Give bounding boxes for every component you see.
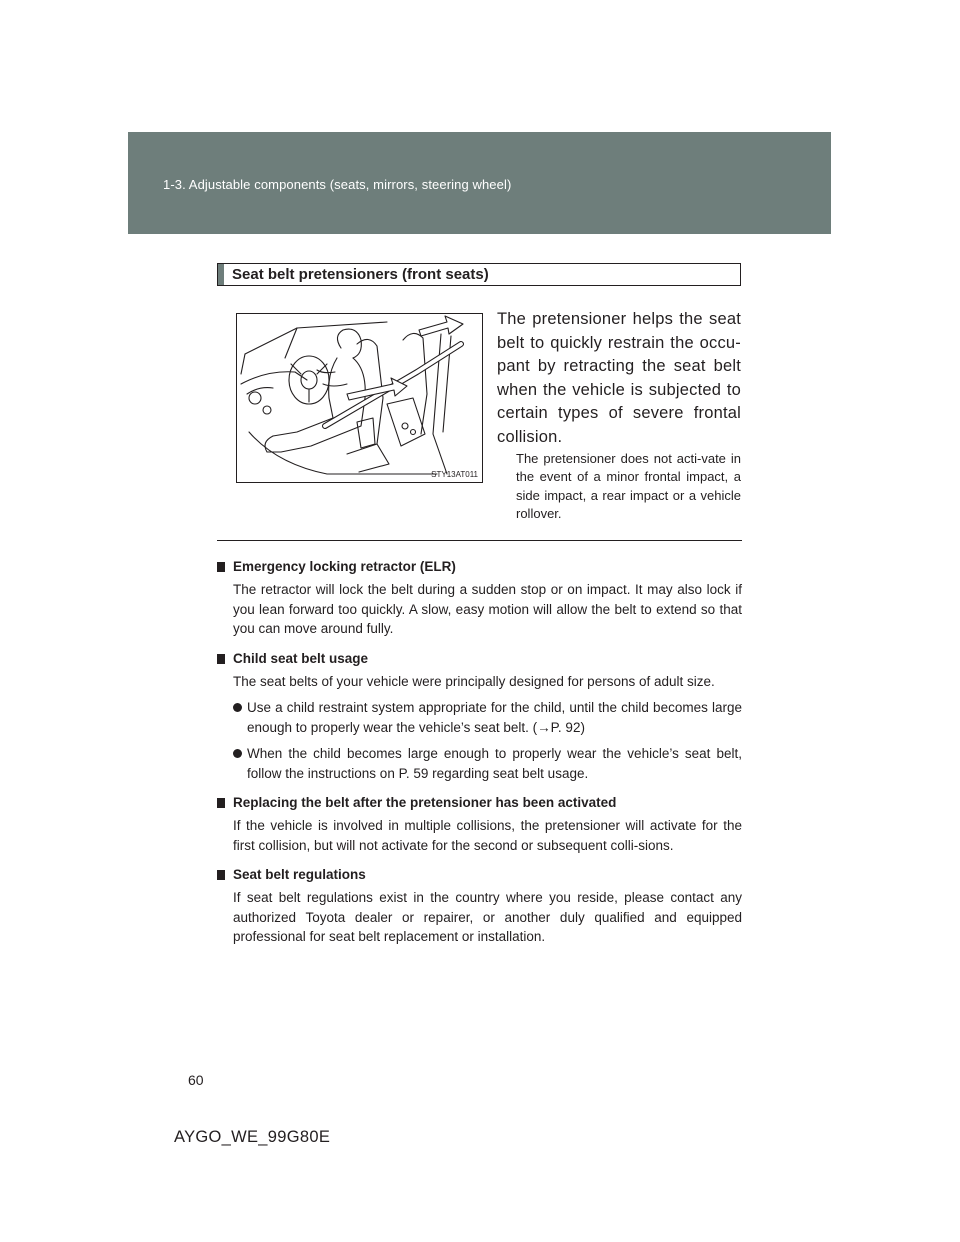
info-items bbox=[217, 557, 742, 947]
bullet-item: Use a child restraint system appropriate for the child, until the child becomes large enough to properly wear the vehicle’s seat belt. (→P. 92) bbox=[233, 698, 742, 737]
figure-code: STY13AT011 bbox=[431, 470, 478, 479]
document-code: AYGO_WE_99G80E bbox=[174, 1128, 331, 1146]
item-heading: Replacing the belt after the pretensioner has been activated bbox=[217, 793, 742, 813]
round-bullet-icon bbox=[233, 749, 242, 758]
square-bullet-icon bbox=[217, 654, 225, 664]
square-bullet-icon bbox=[217, 798, 225, 808]
square-bullet-icon bbox=[217, 562, 225, 572]
item-heading: Seat belt regulations bbox=[217, 865, 742, 885]
item-body: If the vehicle is involved in multiple collisions, the pretensioner will activate for the first collision, but will not activate for the second or subsequent colli-sions. bbox=[233, 818, 742, 853]
section-heading-box bbox=[217, 263, 741, 286]
section-divider bbox=[217, 540, 742, 541]
bullet-item: When the child becomes large enough to properly wear the vehicle’s seat belt, follow the instructions on P. 59 regarding seat belt usage. bbox=[233, 744, 742, 783]
intro-text: The pretensioner helps the seat belt to quickly restrain the occu-pant by retracting the seat belt when the vehicle is subjected to certain types of severe frontal collision. bbox=[497, 310, 741, 446]
item-heading: Child seat belt usage bbox=[217, 649, 742, 669]
round-bullet-icon bbox=[233, 703, 242, 712]
section-heading-accent bbox=[218, 264, 224, 285]
item-body: The seat belts of your vehicle were principally designed for persons of adult size. bbox=[233, 673, 715, 689]
section-title: Seat belt pretensioners (front seats) bbox=[232, 266, 489, 283]
chapter-header: 1-3. Adjustable components (seats, mirrors, steering wheel) bbox=[163, 177, 512, 192]
square-bullet-icon bbox=[217, 870, 225, 880]
item-body: If seat belt regulations exist in the country where you reside, please contact any authorized Toyota dealer or repairer, or another duly qualified and equipped professional for seat belt replacement or installation. bbox=[233, 890, 742, 944]
car-interior-drawing bbox=[237, 314, 482, 482]
item-heading: Emergency locking retractor (ELR) bbox=[217, 557, 742, 577]
item-body: The retractor will lock the belt during a sudden stop or on impact. It may also lock if you lean forward too quickly. A slow, easy motion will allow the belt to extend so that you can move around fully. bbox=[233, 582, 742, 636]
intro-note: The pretensioner does not acti-vate in the event of a minor frontal impact, a side impact, a rear impact or a vehicle rollover. bbox=[516, 451, 741, 521]
page-number: 60 bbox=[188, 1072, 204, 1088]
seat-belt-pretensioner-illustration bbox=[236, 313, 483, 483]
